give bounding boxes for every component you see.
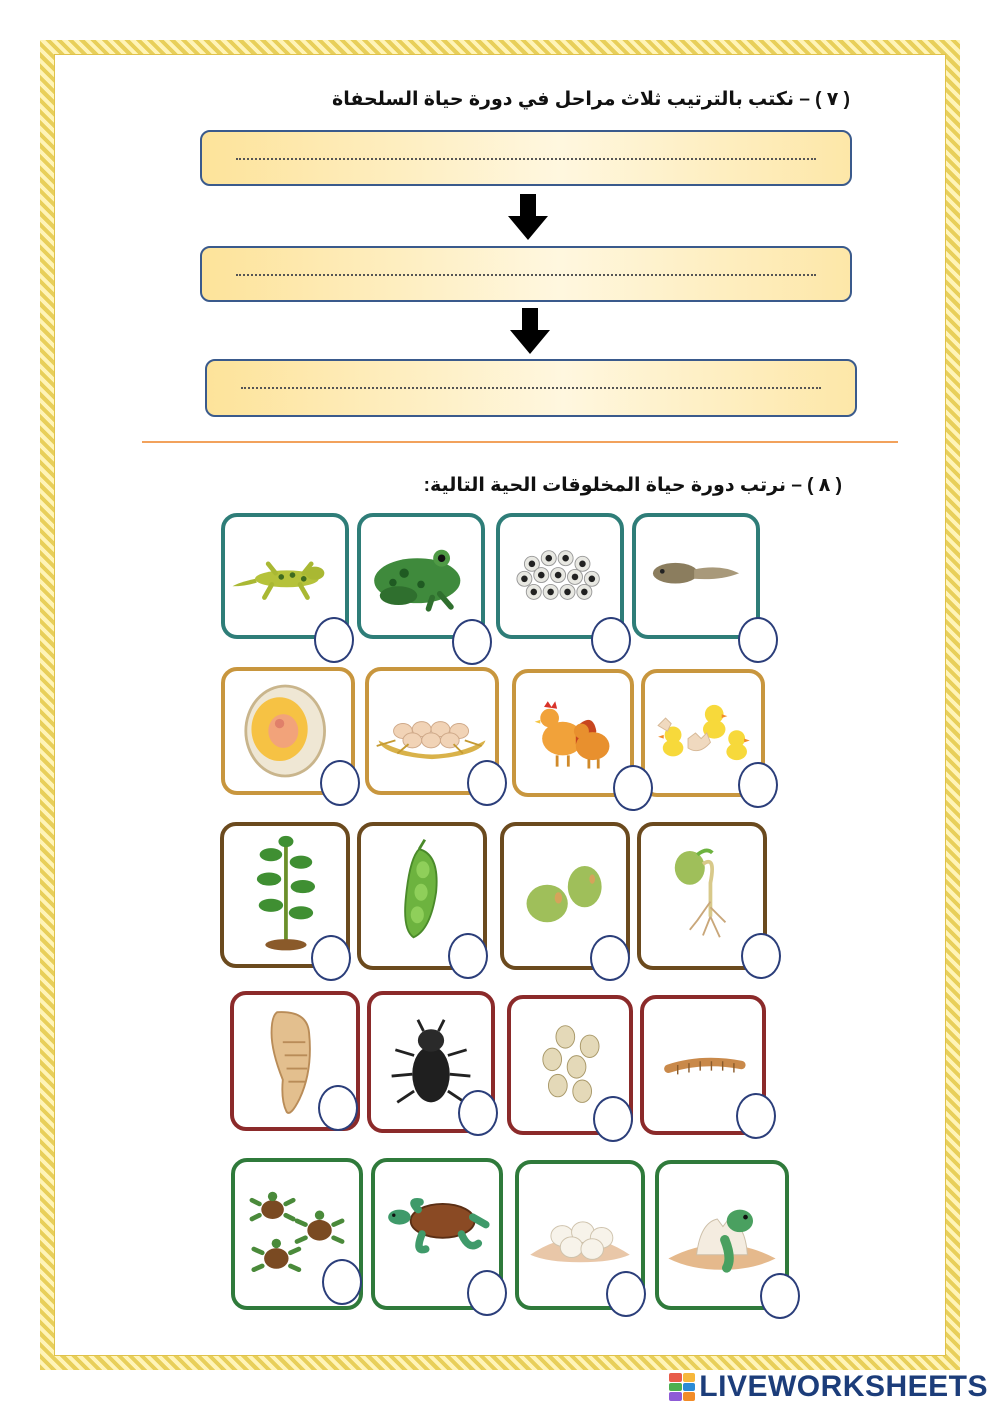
hen-and-rooster-icon xyxy=(516,673,630,793)
down-arrow-icon xyxy=(506,194,550,240)
down-arrow-icon xyxy=(508,308,552,354)
liveworksheets-branding xyxy=(669,1370,988,1404)
answer-circle[interactable] xyxy=(741,933,781,979)
answer-circle[interactable] xyxy=(452,619,492,665)
answer-field-1[interactable] xyxy=(200,130,852,186)
dotted-line xyxy=(236,274,816,276)
answer-circle[interactable] xyxy=(593,1096,633,1142)
answer-field-3[interactable] xyxy=(205,359,857,417)
answer-circle[interactable] xyxy=(467,760,507,806)
question-7-title: ( ٧ ) – نكتب بالترتيب ثلاث مراحل في دورة حياة السلحفاة xyxy=(332,89,850,110)
answer-circle[interactable] xyxy=(591,617,631,663)
dotted-line xyxy=(241,387,821,389)
liveworksheets-logo-icon xyxy=(669,1373,695,1401)
tadpole-icon xyxy=(636,517,756,635)
answer-circle[interactable] xyxy=(738,617,778,663)
answer-circle[interactable] xyxy=(318,1085,358,1131)
dotted-line xyxy=(236,158,816,160)
answer-circle[interactable] xyxy=(322,1259,362,1305)
answer-circle[interactable] xyxy=(738,762,778,808)
answer-circle[interactable] xyxy=(606,1271,646,1317)
answer-circle[interactable] xyxy=(736,1093,776,1139)
brand-name: LIVEWORKSHEETS xyxy=(699,1370,988,1403)
frog-icon xyxy=(361,517,481,635)
frog-eggs-icon xyxy=(500,517,620,635)
answer-circle[interactable] xyxy=(590,935,630,981)
answer-circle[interactable] xyxy=(760,1273,800,1319)
answer-circle[interactable] xyxy=(311,935,351,981)
question-8-title: ( ٨ ) – نرتب دورة حياة المخلوقات الحية التالية: xyxy=(423,475,842,496)
answer-circle[interactable] xyxy=(314,617,354,663)
answer-circle[interactable] xyxy=(458,1090,498,1136)
answer-circle[interactable] xyxy=(613,765,653,811)
answer-circle[interactable] xyxy=(448,933,488,979)
answer-circle[interactable] xyxy=(320,760,360,806)
answer-circle[interactable] xyxy=(467,1270,507,1316)
card-tadpole xyxy=(632,513,760,639)
answer-field-2[interactable] xyxy=(200,246,852,302)
section-divider xyxy=(142,441,898,443)
